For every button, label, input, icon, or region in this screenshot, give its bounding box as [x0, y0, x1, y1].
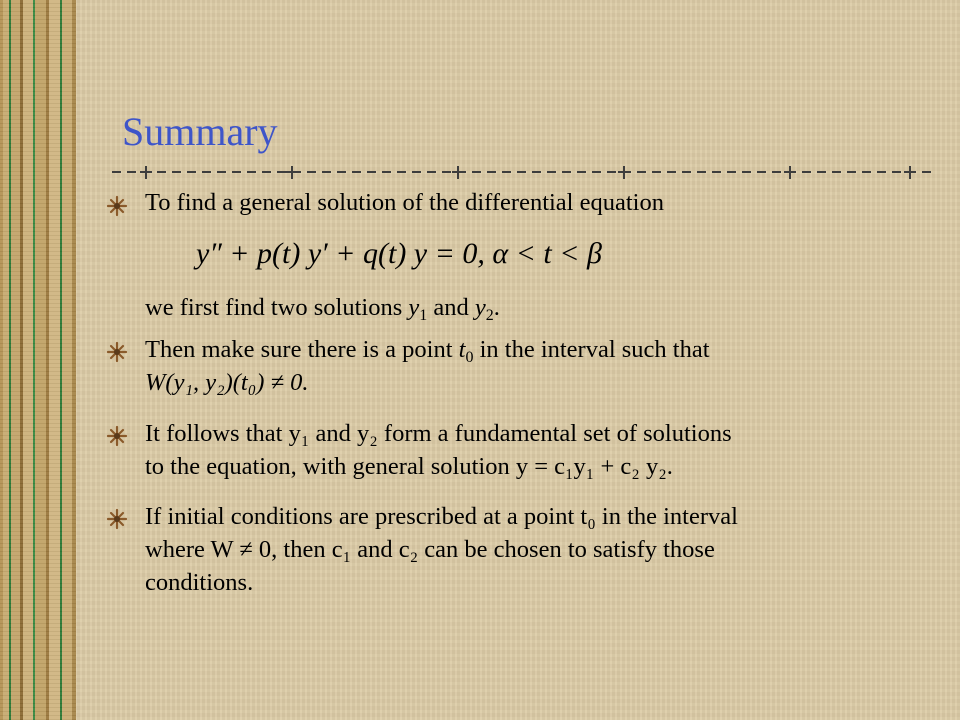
bullet-text-3-line2: to the equation, with general solution y = c₁y₁ + c₂ y₂.: [145, 453, 673, 480]
bullet-text-2: [145, 333, 935, 399]
bullet-text-4: [145, 500, 935, 599]
bullet-text-3: [145, 417, 935, 483]
bullet-icon: [106, 425, 128, 447]
subscript: 0: [465, 349, 474, 366]
text-run: in the interval such that: [473, 336, 710, 363]
bullet-text-1: To find a general solution of the differential equation: [145, 189, 664, 216]
bullet-icon: [106, 508, 128, 530]
page-title: Summary: [122, 109, 278, 154]
bullet-text-3-line1: It follows that y₁ and y₂ form a fundamental set of solutions: [145, 420, 732, 447]
subscript: 2: [485, 307, 494, 324]
dotted-rule-icon: [112, 160, 932, 184]
bullet-icon: [106, 195, 128, 217]
equation-text: y″ + p(t) y′ + q(t) y = 0, α < t < β: [196, 237, 602, 270]
subscript: 1: [419, 307, 428, 324]
math-var: y: [408, 294, 420, 321]
text-run: .: [493, 294, 500, 321]
text-run: and: [427, 294, 475, 321]
bullet-text-1-continuation: [145, 291, 935, 324]
decorative-side-bar: [0, 0, 76, 720]
text-run: Then make sure there is a point: [145, 336, 459, 363]
bullet-text-2-line2: W(y₁, y₂)(t₀) ≠ 0.: [145, 369, 309, 396]
bullet-icon: [106, 341, 128, 363]
text-run: we first find two solutions: [145, 294, 409, 321]
math-var: y: [474, 294, 486, 321]
bullet-text-4-line2: where W ≠ 0, then c₁ and c₂ can be chosen to satisfy those: [145, 536, 715, 563]
math-var: t: [458, 336, 466, 363]
bullet-text-4-line1: If initial conditions are prescribed at a point t₀ in the interval: [145, 503, 738, 530]
bullet-text-2-line1: [145, 333, 935, 366]
bullet-text-4-line3: conditions.: [145, 569, 254, 596]
differential-equation: [196, 234, 602, 274]
